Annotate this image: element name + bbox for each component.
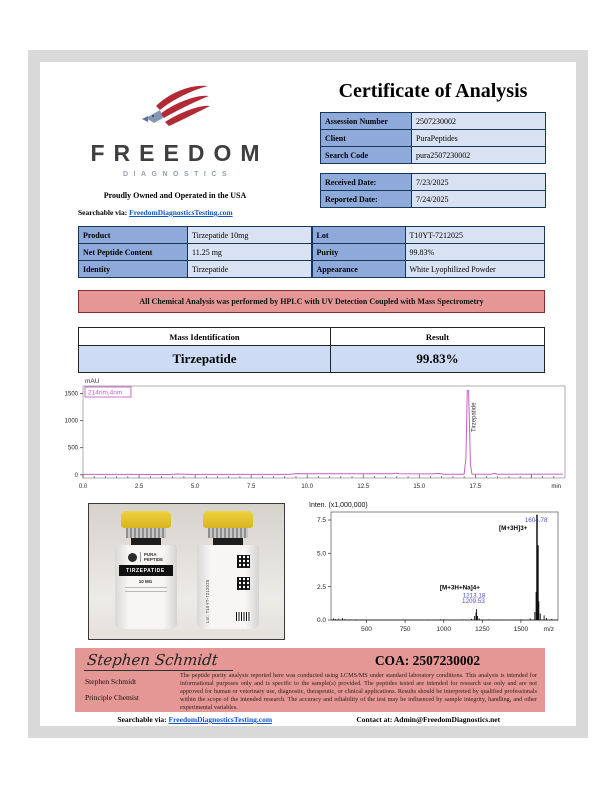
date-value: 7/23/2025 (412, 174, 546, 191)
date-label: Received Date: (321, 174, 412, 191)
vial-fine-print-line (125, 591, 167, 593)
signature-block (75, 648, 545, 712)
signer-title: Principle Chemist (85, 693, 139, 702)
svg-text:5.0: 5.0 (316, 550, 326, 558)
product-vial-photo (88, 503, 285, 640)
coa-number: COA: 2507230002 (374, 653, 481, 668)
table-row (79, 346, 545, 373)
vial-stopper (213, 538, 243, 545)
date-value: 7/24/2025 (412, 191, 546, 208)
pura-logo-icon (128, 553, 137, 562)
table-row (79, 328, 545, 346)
info-label: Client (321, 130, 412, 147)
freedom-testing-link[interactable]: FreedomDiagnosticsTesting.com (129, 208, 233, 217)
lot-value: 99.83% (405, 244, 545, 261)
certificate-page (40, 62, 576, 726)
svg-text:1000: 1000 (64, 418, 78, 425)
qr-code-icon (237, 555, 250, 568)
product-table (78, 226, 312, 278)
info-value: PuraPeptides (412, 130, 546, 147)
eagle-flag-icon (140, 84, 210, 136)
vial-body (197, 545, 259, 629)
table-row (321, 113, 546, 130)
mass-id-header: Mass Identification (79, 328, 331, 346)
svg-text:10.0: 10.0 (301, 484, 314, 490)
vial-crimp (208, 528, 248, 538)
vial-product-band: TIRZEPATIDE (119, 565, 173, 576)
vial-front (110, 511, 182, 639)
vial-dose-text: 10 MG (138, 579, 153, 585)
vial-crimp (126, 528, 166, 538)
page-footer (78, 715, 545, 724)
footer-contact: Contact at: Admin@FreedomDiagnostics.net (356, 715, 501, 724)
vial-fine-print-line (125, 587, 167, 589)
footer-testing-link[interactable]: FreedomDiagnosticsTesting.com (168, 715, 273, 724)
svg-text:1500: 1500 (64, 391, 78, 398)
svg-text:0: 0 (74, 472, 78, 479)
lot-value: White Lyophilized Powder (405, 261, 545, 278)
company-logo-block (60, 84, 290, 217)
vial-brand-line2: PEPTIDE (143, 557, 164, 563)
product-value: Tirzepatide 10mg (188, 227, 312, 244)
vial-brand-line1: PURA (143, 552, 157, 557)
svg-text:1250: 1250 (475, 626, 490, 633)
info-value: 2507230002 (412, 113, 546, 130)
svg-text:2.5: 2.5 (134, 484, 144, 490)
svg-text:1604.78: 1604.78 (524, 517, 548, 524)
svg-text:1209.53: 1209.53 (461, 597, 485, 605)
vial-brand-text (140, 552, 163, 562)
svg-text:[M+3H]3+: [M+3H]3+ (499, 525, 528, 532)
product-label: Identity (79, 261, 188, 278)
svg-text:1213.18: 1213.18 (462, 592, 486, 600)
vial-lot-text: Lot: T10YT-7212025 (204, 579, 210, 623)
vial-stopper (131, 538, 161, 545)
result-header: Result (330, 328, 544, 346)
table-row (79, 244, 312, 261)
svg-text:0.0: 0.0 (78, 484, 88, 490)
hplc-chromatogram-chart (45, 374, 570, 498)
svg-text:mAU: mAU (85, 378, 100, 385)
svg-text:1000: 1000 (436, 626, 451, 633)
svg-text:Tirzepatide: Tirzepatide (471, 402, 478, 432)
svg-text:214nm,4nm: 214nm,4nm (88, 389, 123, 397)
table-row (321, 147, 546, 164)
vial-back (192, 511, 264, 639)
svg-text:5.0: 5.0 (190, 484, 200, 490)
logo-tagline: DIAGNOSTICS (122, 171, 233, 178)
disclaimer-text: The peptide purity analysis reported here was conducted using LCMS/MS under standard laboratory conditions. This analysis is intended for informational purposes only and is specific to the sample(s) provided. The peptides tested are intended for research use only and are not approved for human or veterinary use, diagnostic, therapeutic, or clinical applications. Results should be interpreted by qualified professionals within the scope of the intended research. The accuracy and reliability of the test may be influenced by sample integrity, handling, and other experimental variables. (180, 672, 537, 712)
mass-spectrum-chart (303, 498, 570, 645)
svg-text:min: min (551, 484, 561, 490)
product-value: Tirzepatide (188, 261, 312, 278)
logo-wordmark: FREEDOM (90, 140, 269, 166)
vial-brand-row (115, 552, 177, 562)
lot-table (312, 226, 546, 278)
footer-searchable (78, 715, 312, 724)
searchable-via-label: Searchable via: (78, 208, 128, 217)
svg-text:17.5: 17.5 (469, 484, 482, 490)
svg-text:m/z: m/z (543, 626, 554, 633)
info-table (320, 112, 546, 164)
lot-value: T10YT-7212025 (405, 227, 545, 244)
mass-id-value: Tirzepatide (79, 346, 331, 373)
svg-text:15.0: 15.0 (413, 484, 426, 490)
table-row (79, 227, 312, 244)
result-value: 99.83% (330, 346, 544, 373)
svg-text:[M+3H+Na]4+: [M+3H+Na]4+ (439, 584, 480, 592)
info-value: pura2507230002 (412, 147, 546, 164)
vial-back-label (197, 545, 259, 629)
header-right-column (320, 80, 546, 208)
vial-cap (203, 511, 253, 528)
svg-text:750: 750 (399, 626, 411, 633)
table-row (321, 174, 546, 191)
table-row (312, 261, 545, 278)
lot-label: Lot (312, 227, 405, 244)
info-label: Search Code (321, 147, 412, 164)
method-banner: All Chemical Analysis was performed by HPLC with UV Detection Coupled with Mass Spectrometry (78, 290, 545, 313)
signer-name: Stephen Schmidt (85, 677, 137, 686)
dates-table (320, 173, 546, 208)
table-row (321, 191, 546, 208)
signature-handwriting: Stephen Schmidt (84, 651, 235, 671)
svg-text:500: 500 (67, 445, 78, 452)
product-label: Net Peptide Content (79, 244, 188, 261)
page-title: Certificate of Analysis (338, 80, 528, 102)
product-label: Product (79, 227, 188, 244)
svg-text:0.0: 0.0 (316, 617, 326, 625)
lot-label: Purity (312, 244, 405, 261)
svg-text:500: 500 (361, 626, 372, 633)
date-label: Reported Date: (321, 191, 412, 208)
svg-text:2.5: 2.5 (316, 583, 326, 591)
svg-text:Inten. (x1,000,000): Inten. (x1,000,000) (309, 502, 368, 509)
mass-identification-table (78, 327, 545, 373)
vial-cap (121, 511, 171, 528)
svg-text:12.5: 12.5 (357, 484, 370, 490)
qr-code-icon (237, 577, 250, 590)
table-row (321, 130, 546, 147)
table-row (312, 227, 545, 244)
lot-label: Appearance (312, 261, 405, 278)
proudly-usa-text: Proudly Owned and Operated in the USA (103, 191, 247, 200)
table-row (312, 244, 545, 261)
svg-text:7.5: 7.5 (246, 484, 256, 490)
footer-searchable-label: Searchable via: (117, 715, 167, 724)
product-lot-row (78, 226, 545, 278)
page-shadow-frame (28, 50, 588, 738)
product-value: 11.25 mg (188, 244, 312, 261)
table-row (79, 261, 312, 278)
info-label: Assession Number (321, 113, 412, 130)
searchable-via-line (60, 208, 290, 217)
svg-text:1500: 1500 (513, 626, 529, 633)
vial-body (115, 545, 177, 629)
barcode-icon (236, 612, 251, 621)
svg-text:7.5: 7.5 (316, 517, 326, 525)
